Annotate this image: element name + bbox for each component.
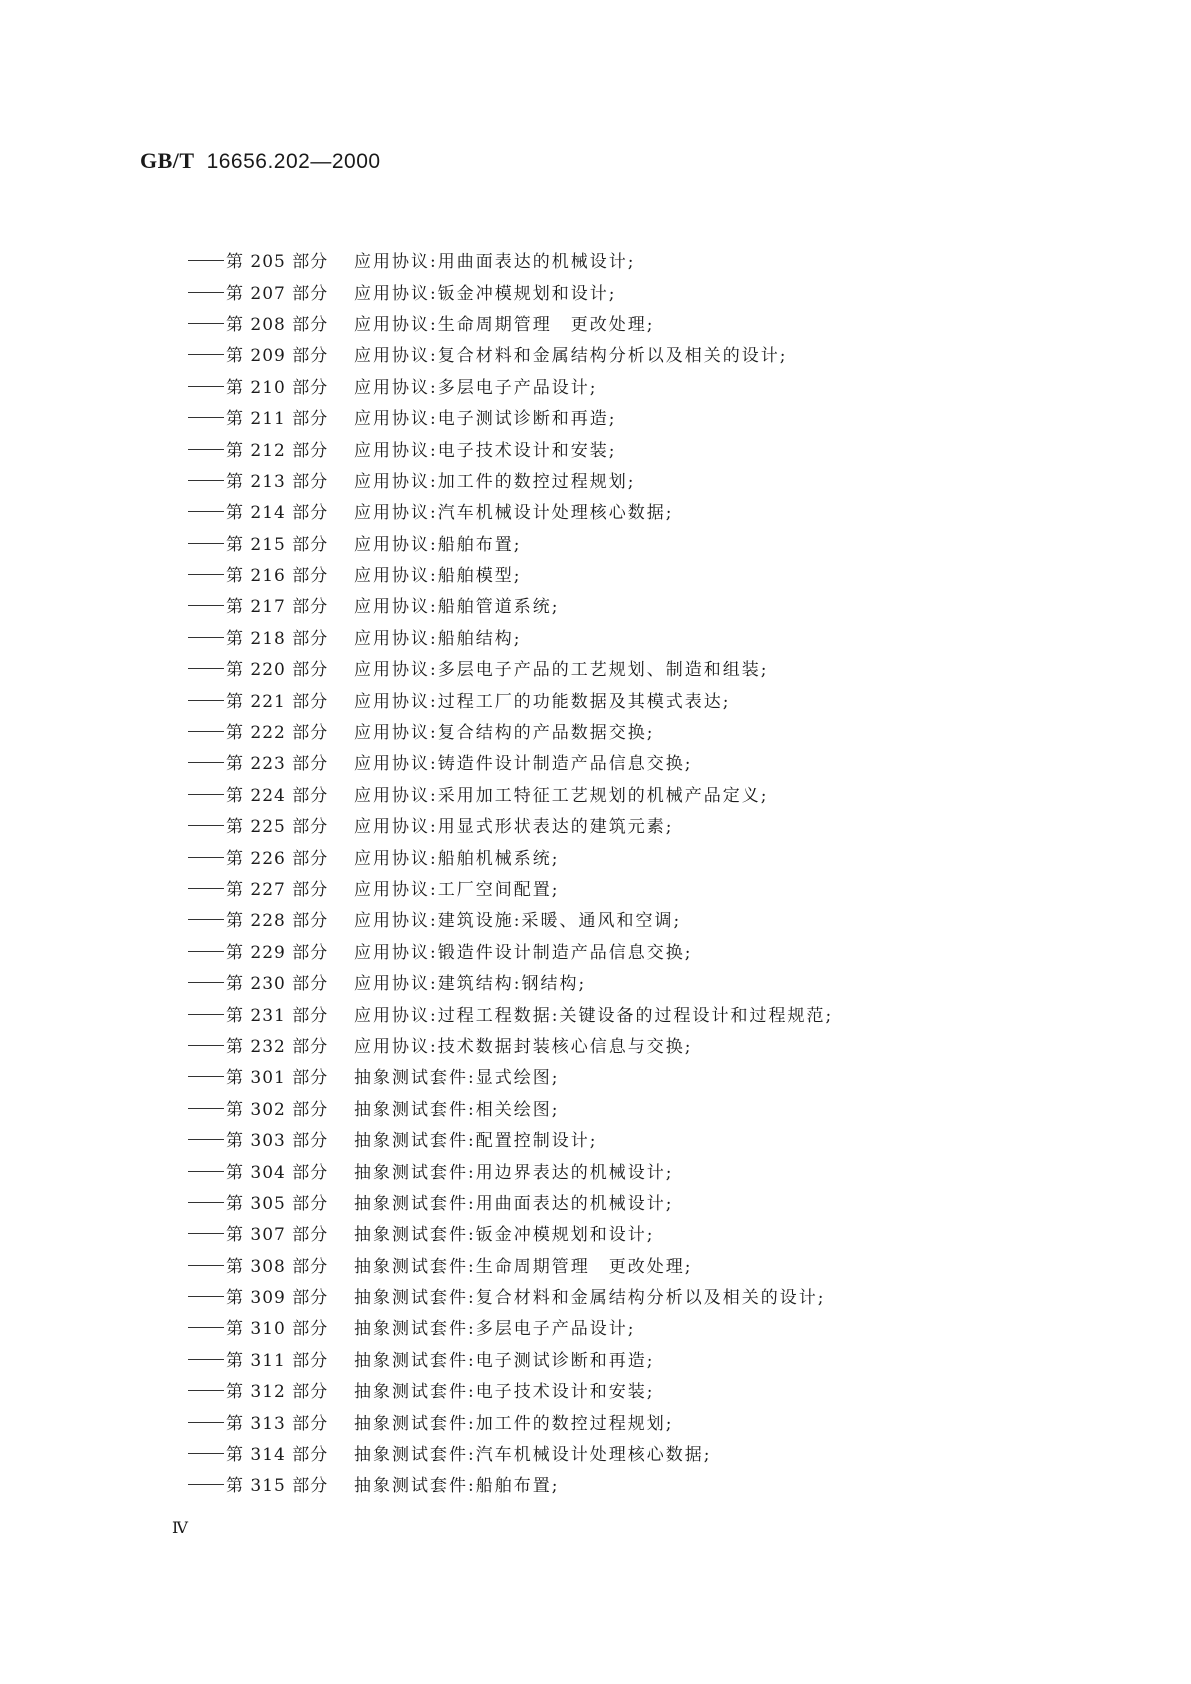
list-item: [188, 1029, 833, 1060]
part-number: 第 307 部分: [226, 1225, 329, 1246]
part-number: 第 211 部分: [226, 409, 329, 430]
em-dash-marker: [188, 1422, 224, 1423]
list-item: [188, 1468, 833, 1499]
em-dash-marker: [188, 1327, 224, 1328]
part-number: 第 220 部分: [226, 660, 329, 681]
list-item: [188, 872, 833, 903]
list-item: [188, 903, 833, 934]
em-dash-marker: [188, 260, 224, 261]
part-number: 第 231 部分: [226, 1005, 329, 1026]
list-item: [188, 1092, 833, 1123]
standard-code: GB/T: [140, 148, 195, 173]
part-number: 第 223 部分: [226, 754, 329, 775]
part-number: 第 311 部分: [226, 1350, 329, 1371]
part-number: 第 209 部分: [226, 346, 329, 367]
part-title: 应用协议:船舶机械系统;: [354, 848, 560, 869]
list-item: [188, 966, 833, 997]
part-title: 应用协议:生命周期管理 更改处理;: [354, 314, 655, 335]
part-title: 应用协议:建筑设施:采暖、通风和空调;: [354, 911, 682, 932]
part-title: 应用协议:汽车机械设计处理核心数据;: [354, 503, 674, 524]
list-item: [188, 935, 833, 966]
part-number: 第 215 部分: [226, 534, 329, 555]
list-item: [188, 778, 833, 809]
part-number: 第 217 部分: [226, 597, 329, 618]
part-title: 应用协议:船舶管道系统;: [354, 597, 560, 618]
part-title: 抽象测试套件:复合材料和金属结构分析以及相关的设计;: [354, 1288, 826, 1309]
em-dash-marker: [188, 1139, 224, 1140]
part-number: 第 232 部分: [226, 1036, 329, 1057]
em-dash-marker: [188, 1484, 224, 1485]
part-number: 第 312 部分: [226, 1382, 329, 1403]
standard-header: [140, 148, 381, 174]
part-number: 第 221 部分: [226, 691, 329, 712]
em-dash-marker: [188, 731, 224, 732]
list-item: [188, 1123, 833, 1154]
list-item: [188, 683, 833, 714]
part-title: 应用协议:用曲面表达的机械设计;: [354, 252, 636, 273]
part-title: 应用协议:钣金冲模规划和设计;: [354, 283, 617, 304]
em-dash-marker: [188, 511, 224, 512]
em-dash-marker: [188, 605, 224, 606]
part-number: 第 301 部分: [226, 1068, 329, 1089]
part-title: 抽象测试套件:多层电子产品设计;: [354, 1319, 636, 1340]
list-item: [188, 715, 833, 746]
part-title: 应用协议:复合结构的产品数据交换;: [354, 723, 655, 744]
em-dash-marker: [188, 574, 224, 575]
em-dash-marker: [188, 323, 224, 324]
em-dash-marker: [188, 1233, 224, 1234]
em-dash-marker: [188, 480, 224, 481]
part-title: 应用协议:船舶结构;: [354, 628, 522, 649]
part-number: 第 213 部分: [226, 471, 329, 492]
list-item: [188, 527, 833, 558]
parts-list: [188, 244, 833, 1500]
list-item: [188, 401, 833, 432]
part-title: 抽象测试套件:电子测试诊断和再造;: [354, 1350, 655, 1371]
part-title: 抽象测试套件:配置控制设计;: [354, 1131, 598, 1152]
em-dash-marker: [188, 543, 224, 544]
list-item: [188, 1437, 833, 1468]
list-item: [188, 307, 833, 338]
list-item: [188, 840, 833, 871]
part-title: 抽象测试套件:船舶布置;: [354, 1476, 560, 1497]
part-title: 应用协议:多层电子产品的工艺规划、制造和组装;: [354, 660, 769, 681]
list-item: [188, 997, 833, 1028]
part-title: 应用协议:用显式形状表达的建筑元素;: [354, 817, 674, 838]
list-item: [188, 1280, 833, 1311]
part-number: 第 226 部分: [226, 848, 329, 869]
part-title: 抽象测试套件:电子技术设计和安装;: [354, 1382, 655, 1403]
list-item: [188, 621, 833, 652]
em-dash-marker: [188, 951, 224, 952]
list-item: [188, 558, 833, 589]
list-item: [188, 338, 833, 369]
list-item: [188, 1311, 833, 1342]
em-dash-marker: [188, 762, 224, 763]
list-item: [188, 746, 833, 777]
part-number: 第 304 部分: [226, 1162, 329, 1183]
em-dash-marker: [188, 1045, 224, 1046]
em-dash-marker: [188, 668, 224, 669]
part-title: 抽象测试套件:生命周期管理 更改处理;: [354, 1256, 693, 1277]
part-number: 第 302 部分: [226, 1099, 329, 1120]
part-title: 应用协议:技术数据封装核心信息与交换;: [354, 1036, 693, 1057]
part-number: 第 315 部分: [226, 1476, 329, 1497]
list-item: [188, 809, 833, 840]
list-item: [188, 370, 833, 401]
em-dash-marker: [188, 449, 224, 450]
part-number: 第 314 部分: [226, 1445, 329, 1466]
em-dash-marker: [188, 919, 224, 920]
list-item: [188, 1217, 833, 1248]
part-number: 第 303 部分: [226, 1131, 329, 1152]
list-item: [188, 1405, 833, 1436]
em-dash-marker: [188, 1296, 224, 1297]
em-dash-marker: [188, 1390, 224, 1391]
em-dash-marker: [188, 1265, 224, 1266]
part-number: 第 227 部分: [226, 880, 329, 900]
em-dash-marker: [188, 982, 224, 983]
em-dash-marker: [188, 825, 224, 826]
part-title: 抽象测试套件:钣金冲模规划和设计;: [354, 1225, 655, 1246]
em-dash-marker: [188, 386, 224, 387]
part-number: 第 214 部分: [226, 503, 329, 524]
list-item: [188, 1343, 833, 1374]
part-number: 第 205 部分: [226, 252, 329, 273]
em-dash-marker: [188, 417, 224, 418]
em-dash-marker: [188, 1108, 224, 1109]
part-number: 第 308 部分: [226, 1256, 329, 1277]
part-title: 抽象测试套件:显式绘图;: [354, 1068, 560, 1089]
part-title: 应用协议:船舶布置;: [354, 534, 522, 555]
standard-number: 16656.202—2000: [206, 150, 381, 173]
part-number: 第 313 部分: [226, 1413, 329, 1434]
part-title: 应用协议:采用加工特征工艺规划的机械产品定义;: [354, 785, 769, 806]
list-item: [188, 1060, 833, 1091]
part-title: 应用协议:电子技术设计和安装;: [354, 440, 617, 461]
em-dash-marker: [188, 857, 224, 858]
em-dash-marker: [188, 794, 224, 795]
list-item: [188, 432, 833, 463]
part-title: 抽象测试套件:用曲面表达的机械设计;: [354, 1193, 674, 1214]
list-item: [188, 244, 833, 275]
list-item: [188, 1186, 833, 1217]
part-number: 第 208 部分: [226, 314, 329, 335]
list-item: [188, 464, 833, 495]
part-number: 第 230 部分: [226, 974, 329, 995]
em-dash-marker: [188, 354, 224, 355]
part-number: 第 222 部分: [226, 723, 329, 744]
em-dash-marker: [188, 1202, 224, 1203]
em-dash-marker: [188, 700, 224, 701]
em-dash-marker: [188, 1076, 224, 1077]
part-title: 抽象测试套件:加工件的数控过程规划;: [354, 1413, 674, 1434]
part-number: 第 218 部分: [226, 628, 329, 649]
em-dash-marker: [188, 292, 224, 293]
list-item: [188, 495, 833, 526]
part-title: 应用协议:多层电子产品设计;: [354, 377, 598, 398]
part-number: 第 224 部分: [226, 785, 329, 806]
list-item: [188, 275, 833, 306]
part-title: 应用协议:船舶模型;: [354, 566, 522, 587]
em-dash-marker: [188, 1453, 224, 1454]
em-dash-marker: [188, 1014, 224, 1015]
part-number: 第 212 部分: [226, 440, 329, 461]
part-number: 第 225 部分: [226, 817, 329, 838]
part-title: 应用协议:锻造件设计制造产品信息交换;: [354, 942, 693, 963]
part-title: 应用协议:加工件的数控过程规划;: [354, 471, 636, 492]
part-title: 应用协议:复合材料和金属结构分析以及相关的设计;: [354, 346, 788, 367]
em-dash-marker: [188, 1171, 224, 1172]
em-dash-marker: [188, 637, 224, 638]
part-number: 第 305 部分: [226, 1193, 329, 1214]
list-item: [188, 589, 833, 620]
part-title: 应用协议:电子测试诊断和再造;: [354, 409, 617, 430]
part-title: 抽象测试套件:相关绘图;: [354, 1099, 560, 1120]
part-title: 应用协议:过程工厂的功能数据及其模式表达;: [354, 691, 731, 712]
em-dash-marker: [188, 1359, 224, 1360]
part-title: 应用协议:过程工程数据:关键设备的过程设计和过程规范;: [354, 1005, 834, 1026]
page-number: Ⅳ: [172, 1520, 188, 1537]
part-number: 第 229 部分: [226, 942, 329, 963]
list-item: [188, 1154, 833, 1185]
part-title: 抽象测试套件:汽车机械设计处理核心数据;: [354, 1445, 712, 1466]
part-number: 第 207 部分: [226, 283, 329, 304]
em-dash-marker: [188, 888, 224, 889]
part-number: 第 216 部分: [226, 566, 329, 587]
part-title: 应用协议:铸造件设计制造产品信息交换;: [354, 754, 693, 775]
part-number: 第 210 部分: [226, 377, 329, 398]
part-title: 应用协议:建筑结构:钢结构;: [354, 974, 587, 995]
list-item: [188, 1249, 833, 1280]
part-number: 第 228 部分: [226, 911, 329, 932]
part-title: 应用协议:工厂空间配置;: [354, 880, 560, 900]
part-number: 第 310 部分: [226, 1319, 329, 1340]
list-item: [188, 652, 833, 683]
part-title: 抽象测试套件:用边界表达的机械设计;: [354, 1162, 674, 1183]
list-item: [188, 1374, 833, 1405]
part-number: 第 309 部分: [226, 1288, 329, 1309]
